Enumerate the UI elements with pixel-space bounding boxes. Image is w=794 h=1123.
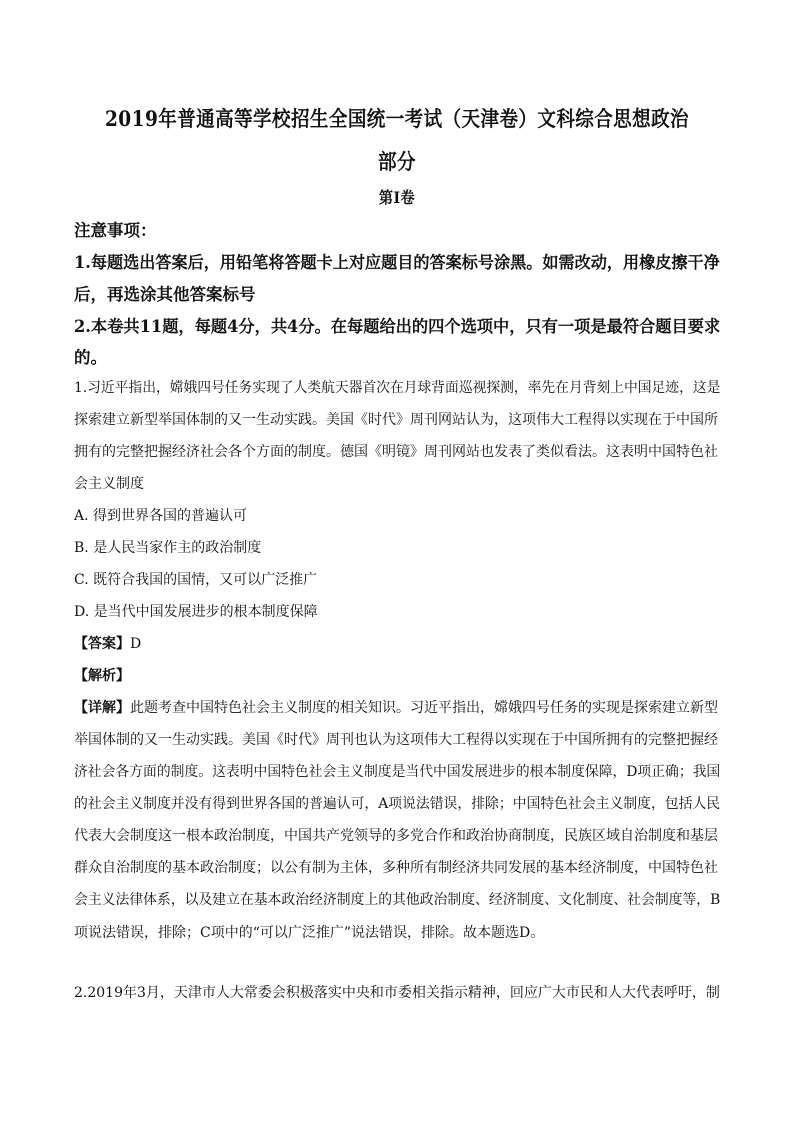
detail-text-1: 此题考查中国特色社会主义制度的相关知识。习近平指出，嫦娥四号任务的实现是探索建立新型 [130,700,718,716]
analysis-label: 【解析】 [74,668,130,684]
detail-line5: 代表大会制度这一根本政治制度，中国共产党领导的多党合作和政治协商制度，民族区域自治制度和基层 [74,828,718,844]
notice-item2-line2: 的。 [74,348,107,367]
answer-label: 【答案】 [74,636,130,652]
answer-value: D [130,636,142,652]
notice-item2-line1: 2.本卷共11题，每题4分，共4分。在每题给出的四个选项中，只有一项是最符合题目要求 [74,317,721,336]
q1-option-b: B. 是人民当家作主的政治制度 [74,540,262,556]
q1-answer [74,633,141,653]
volume-heading: 第I卷 [378,188,416,207]
q1-stem-line1: 1.习近平指出，嫦娥四号任务实现了人类航天器首次在月球背面巡视探测，率先在月背刻上中国足迹，这是 [74,380,721,396]
document-title-line1: 2019年普通高等学校招生全国统一考试（天津卷）文科综合思想政治 [104,106,690,131]
detail-line7: 会主义法律体系，以及建立在基本政治经济制度上的其他政治制度、经济制度、文化制度、社会制度等，B [74,892,721,908]
notice-heading: 注意事项： [74,221,157,240]
q1-stem-line3: 拥有的完整把握经济社会各个方面的制度。德国《明镜》周刊网站也发表了类似看法。这表明中国特色社 [74,444,718,460]
q1-option-c: C. 既符合我国的国情，又可以广泛推广 [74,572,318,588]
detail-line6: 群众自治制度的基本政治制度；以公有制为主体，多种所有制经济共同发展的基本经济制度，中国特色社 [74,860,718,876]
detail-line3: 济社会各方面的制度。这表明中国特色社会主义制度是当代中国发展进步的根本制度保障，D项正确；我国 [74,764,721,780]
q1-option-d: D. 是当代中国发展进步的根本制度保障 [74,604,318,620]
detail-line1 [74,697,718,717]
q1-stem-line4: 会主义制度 [74,476,144,492]
detail-line2: 举国体制的又一生动实践。美国《时代》周刊也认为这项伟大工程得以实现在于中国所拥有的完整把握经 [74,732,718,748]
notice-item1-line1: 1.每题选出答案后，用铅笔将答题卡上对应题目的答案标号涂黑。如需改动，用橡皮擦干净 [74,253,720,272]
detail-label: 【详解】 [74,700,130,716]
notice-item1-line2: 后，再选涂其他答案标号 [74,285,256,304]
q1-option-a: A. 得到世界各国的普遍认可 [74,508,248,524]
detail-line8: 项说法错误，排除；C项中的“可以广泛推广”说法错误，排除。故本题选D。 [74,925,545,941]
document-title-line2: 部分 [378,149,416,174]
q1-stem-line2: 探索建立新型举国体制的又一生动实践。美国《时代》周刊网站认为，这项伟大工程得以实现在于中国所 [74,412,718,428]
q2-stem-line1: 2.2019年3月，天津市人大常委会积极落实中央和市委相关指示精神，回应广大市民和人大代表呼吁，制 [74,985,720,1001]
detail-line4: 的社会主义制度并没有得到世界各国的普遍认可，A项说法错误，排除；中国特色社会主义制度，包括人民 [74,796,721,812]
